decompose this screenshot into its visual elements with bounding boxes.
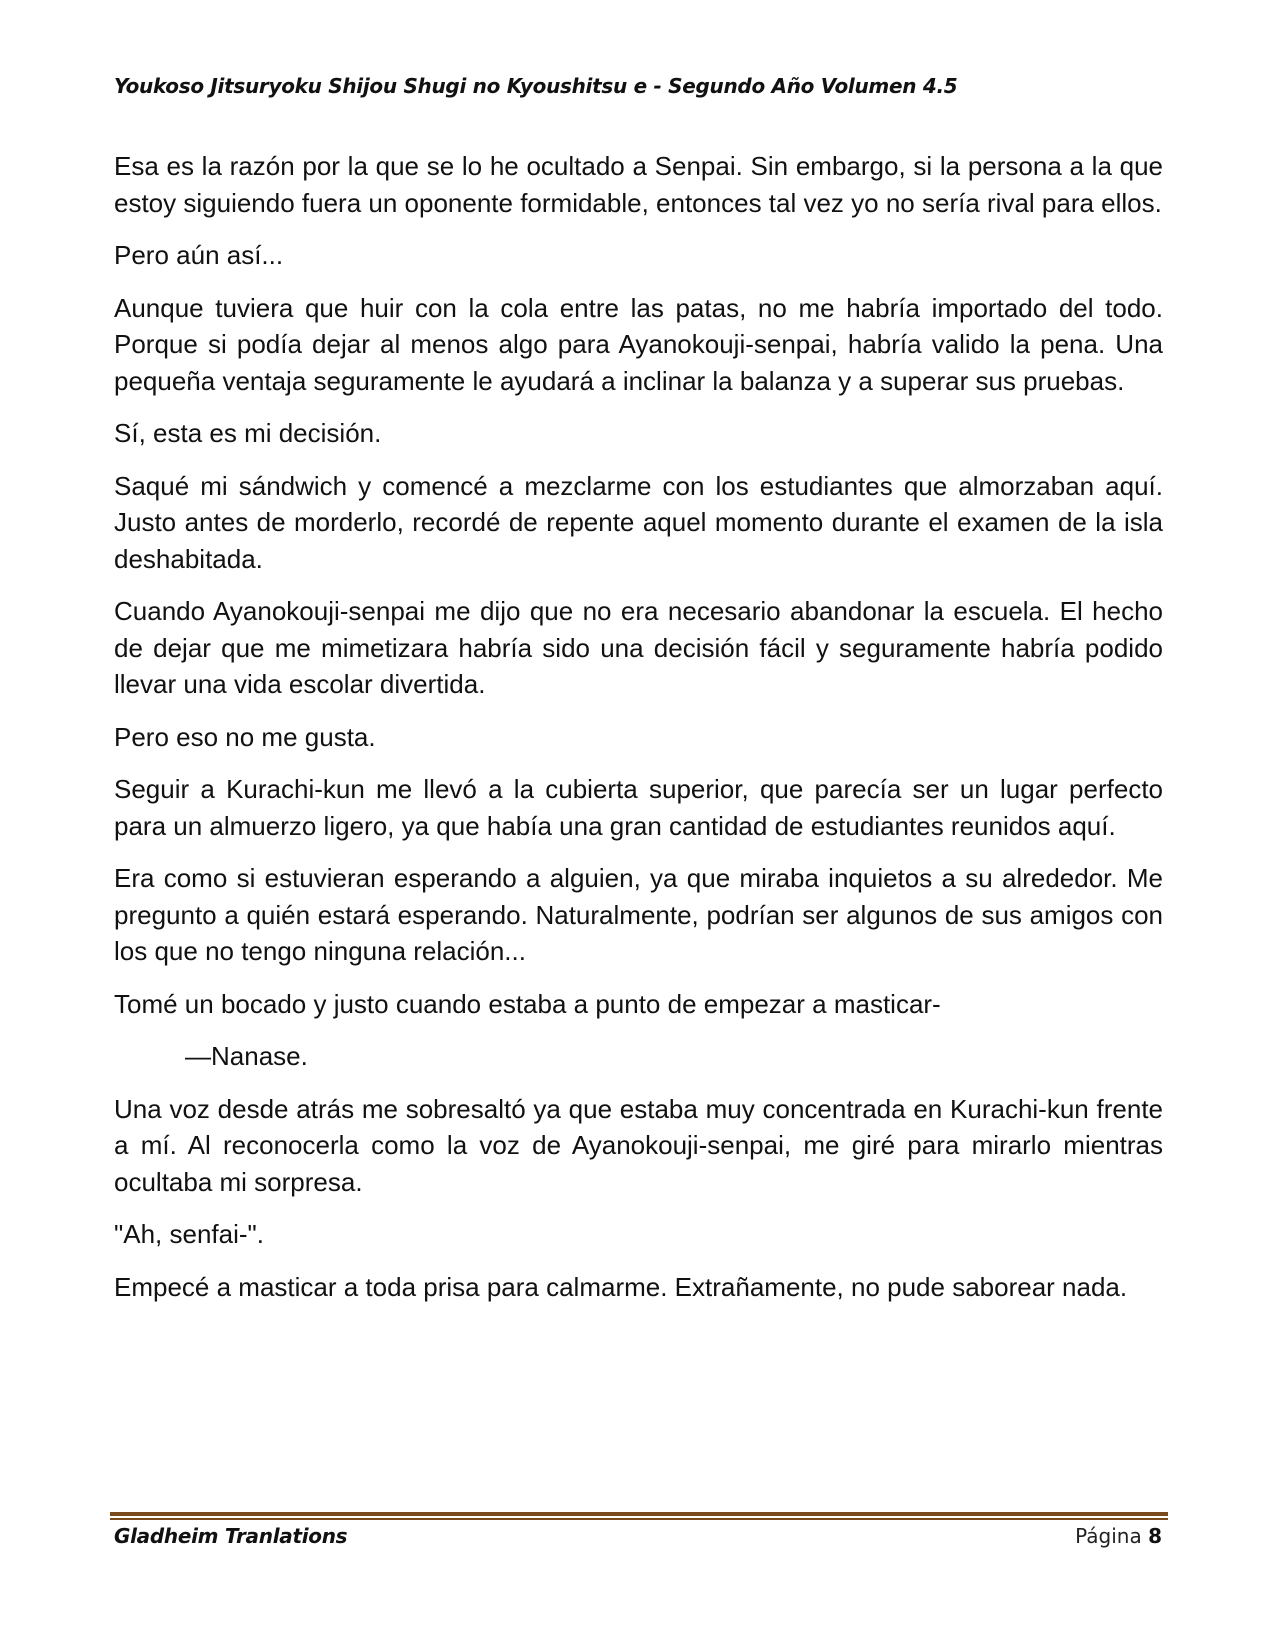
page-body (114, 148, 1163, 1321)
paragraph: Cuando Ayanokouji-senpai me dijo que no era necesario abandonar la escuela. El hecho de dejar que me mimetizara habría sido una decisión fácil y seguramente habría podido llevar una vida escolar divertida. (114, 596, 1163, 699)
paragraph: Seguir a Kurachi-kun me llevó a la cubierta superior, que parecía ser un lugar perfecto para un almuerzo ligero, ya que había una gran cantidad de estudiantes reunidos aquí. (114, 774, 1163, 841)
page-number-value: 8 (1148, 1524, 1162, 1548)
paragraph: Tomé un bocado y justo cuando estaba a punto de empezar a masticar- (114, 988, 941, 1019)
paragraph: Pero aún así... (114, 240, 284, 270)
paragraph: Era como si estuvieran esperando a alguien, ya que miraba inquietos a su alrededor. Me pregunto a quién estará esperando. Naturalmente, podrían ser algunos de sus amigos con los que no tengo ninguna relación... (114, 863, 1163, 966)
paragraph: Sí, esta es mi decisión. (114, 418, 382, 448)
page-number (1075, 1524, 1162, 1548)
paragraph: Empecé a masticar a toda prisa para calmarme. Extrañamente, no pude saborear nada. (114, 1271, 1128, 1302)
dialogue-line: —Nanase. (185, 1041, 308, 1071)
footer-divider-thin (110, 1518, 1168, 1520)
paragraph: Esa es la razón por la que se lo he ocultado a Senpai. Sin embargo, si la persona a la que estoy siguiendo fuera un oponente formidable, entonces tal vez yo no sería rival para ellos. (114, 151, 1163, 218)
paragraph: Aunque tuviera que huir con la cola entre las patas, no me habría importado del todo. Porque si podía dejar al menos algo para Ayanokouji-senpai, habría valido la pena. Una pequeña ventaja seguramente le ayudará a inclinar la balanza y a superar sus pruebas. (114, 292, 1163, 396)
footer-translator-credit: Gladheim Tranlations (114, 1524, 348, 1548)
paragraph: Saqué mi sándwich y comencé a mezclarme con los estudiantes que almorzaban aquí. Justo antes de morderlo, recordé de repente aquel momento durante el examen de la isla deshabitada. (114, 470, 1163, 574)
page-header-title: Youkoso Jitsuryoku Shijou Shugi no Kyoushitsu e - Segundo Año Volumen 4.5 (114, 74, 958, 98)
page-number-label: Página (1075, 1524, 1142, 1548)
dialogue-line: "Ah, senfai-". (114, 1219, 264, 1249)
paragraph: Una voz desde atrás me sobresaltó ya que estaba muy concentrada en Kurachi-kun frente a mí. Al reconocerla como la voz de Ayanokouji-senpai, me giré para mirarlo mientras ocultaba mi sorpresa. (114, 1093, 1163, 1197)
footer-divider-thick (110, 1512, 1168, 1516)
paragraph: Pero eso no me gusta. (114, 721, 376, 752)
footer-divider (110, 1512, 1168, 1520)
